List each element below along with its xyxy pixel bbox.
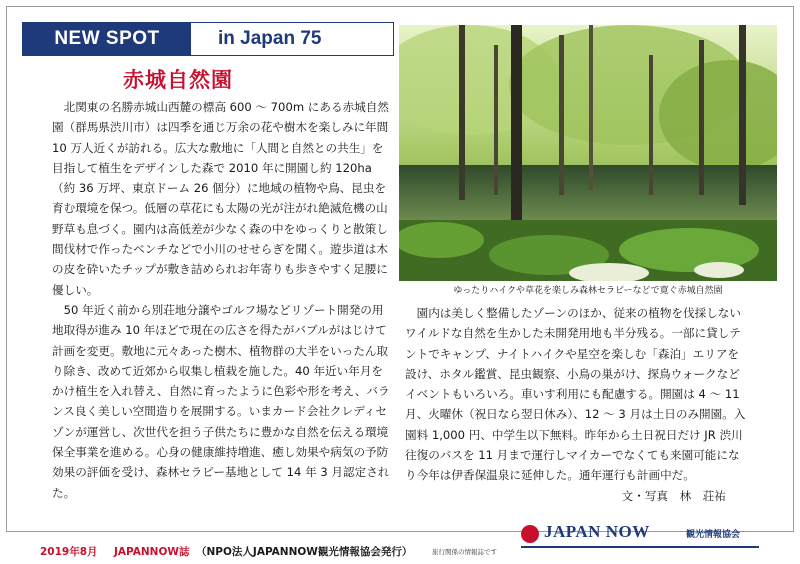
logo-badge-icon bbox=[521, 525, 539, 543]
banner-series: in Japan 75 bbox=[218, 28, 322, 49]
article-body-right bbox=[405, 303, 750, 506]
footer-date: 2019年8月 bbox=[40, 546, 98, 558]
japan-now-logo bbox=[521, 522, 759, 548]
forest-pond-photo bbox=[399, 25, 777, 281]
footer-note: 旅行関係の情報誌です bbox=[432, 548, 497, 556]
body-paragraph: 50 年近く前から別荘地分譲やゴルフ場などリゾート開発の用地取得が進み 10 年ほどで現在の広さを得たがバブルがはじけて計画を変更。敷地に元々あった樹木、植物群の大半をいったん取り除き、改めて近郊から収集し植栽を施した。40 年近い年月をかけ植生を入れ替え、自然に育ったように色彩や形を考え、バランス良く美しい空間造りを展開する。いまカード会社クレディセゾンが運営し、次世代を担う子供たちに豊かな自然を伝える環境保全事業を進める。心身の健康維持増進、癒し効果や病気の予防効果の評価を受け、森林セラピー基地として 14 年 3 月認定された。 bbox=[52, 302, 390, 500]
logo-name: JAPAN NOW bbox=[544, 522, 650, 541]
photo-caption: ゆったりハイクや草花を楽しみ森林セラピーなどで寛ぐ赤城自然園 bbox=[453, 286, 723, 296]
body-paragraph: 園内は美しく整備したゾーンのほか、従来の植物を伐採しないワイルドな自然を生かした未開発用地も半分残る。一部に貸しテントでキャンプ、ナイトハイクや星空を楽しむ「森泊」エリアを設け、ホタル鑑賞、昆虫観察、小鳥の巣がけ、探鳥ウォークなどイベントもいろいろ。車いす利用にも配慮する。開園は 4 ～ 11 月、火曜休（祝日なら翌日休み）、12 ～ 3 月は土日のみ開園。入園料 1,000 円、中学生以下無料。昨年から土日祝日だけ JR 渋川往復のバスを 11 月まで運行しマイカーでなくても来園可能になり今年は伊香保温泉に延伸した。通年運行も計画中だ。 bbox=[405, 306, 746, 483]
logo-name-ja: 観光情報協会 bbox=[686, 530, 741, 540]
body-paragraph: 北関東の名勝赤城山西麓の標高 600 ～ 700m にある赤城自然園（群馬県渋川市）は四季を通じ万余の花や樹木を楽しみに年間 10 万人近くが訪れる。広大な敷地に「人間と自然との共生」を目指して植生をデザインした森で 2010 年に開園し約 120ha（約 36 万坪、東京ドーム 26 個分）に地域の植物や鳥、昆虫を育む環境を保つ。低層の草花にも太陽の光が注がれ絶滅危機の山野草も息づく。園内は高低差が少なく森の中をゆっくりと散策し間伐材で作ったベンチなどで小川のせせらぎを聞く。遊歩道は木の皮を砕いたチップが敷き詰められお年寄りも歩きやすく足腰に優しい。 bbox=[52, 100, 389, 297]
article-title: 赤城自然園 bbox=[123, 68, 233, 92]
byline: 文・写真 林 荘祐 bbox=[621, 488, 726, 503]
banner-new-spot: NEW SPOT bbox=[23, 23, 191, 55]
article-body-left bbox=[52, 97, 392, 503]
banner bbox=[22, 22, 394, 56]
footer-publisher: （NPO法人JAPANNOW観光情報協会発行） bbox=[196, 546, 413, 558]
footer-magazine: JAPANNOW誌 bbox=[114, 546, 190, 558]
